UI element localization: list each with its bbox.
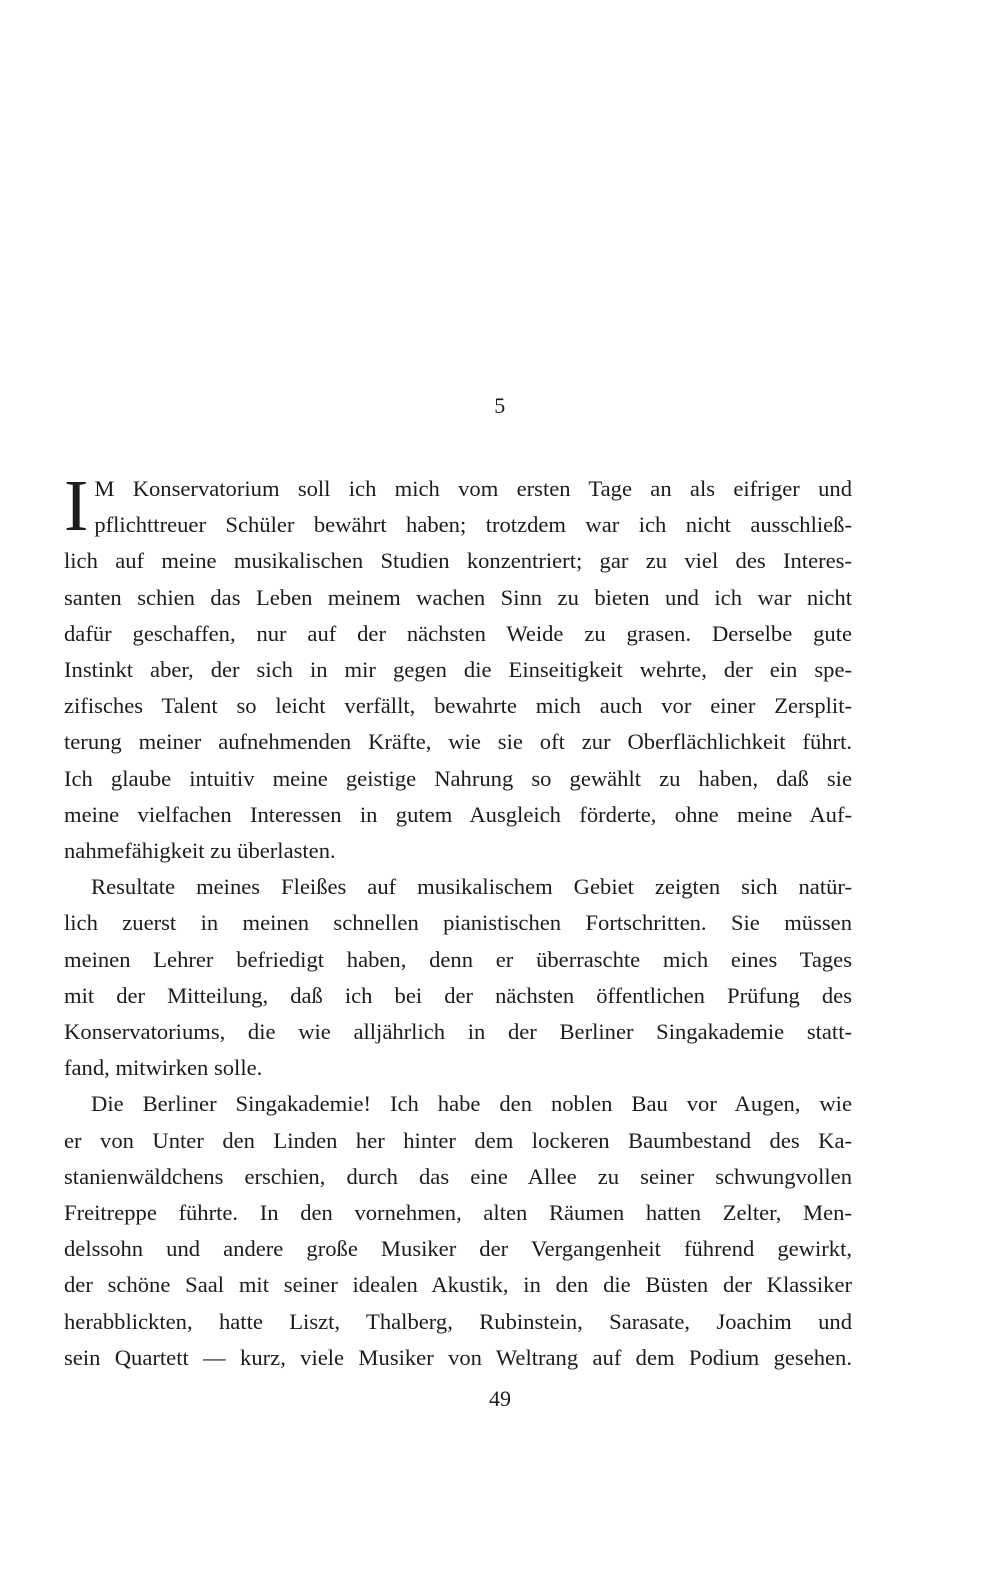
chapter-number: 5 [494,393,506,418]
text-line: Freitreppe führte. In den vornehmen, alten Räumen hatten Zelter, Men- [64,1200,852,1226]
page-number: 49 [489,1386,511,1411]
paragraph-3 [64,1086,852,1376]
text-line: sein Quartett — kurz, viele Musiker von Weltrang auf dem Podium gesehen. [64,1344,852,1370]
text-line: stanienwäldchens erschien, durch das eine Allee zu seiner schwungvollen [64,1163,852,1189]
text-line: pflichttreuer Schüler bewährt haben; trotzdem war ich nicht ausschließ- [94,512,852,538]
text-line: der schöne Saal mit seiner idealen Akustik, in den die Büsten der Klassiker [64,1272,852,1298]
text-line: dafür geschaffen, nur auf der nächsten Weide zu grasen. Derselbe gute [64,620,852,646]
text-line: Ich glaube intuitiv meine geistige Nahrung so gewählt zu haben, daß sie [64,765,852,791]
text-line: meinen Lehrer befriedigt haben, denn er überraschte mich eines Tages [64,946,852,972]
text-line: M Konservatorium soll ich mich vom ersten Tage an als eifriger und [94,476,852,501]
text-line: delssohn und andere große Musiker der Vergangenheit führend gewirkt, [64,1236,852,1262]
text-line: terung meiner aufnehmenden Kräfte, wie sie oft zur Oberflächlichkeit führt. [64,729,852,755]
body-text [64,465,852,1376]
text-line: meine vielfachen Interessen in gutem Ausgleich förderte, ohne meine Auf- [64,801,852,827]
text-line: lich zuerst in meinen schnellen pianistischen Fortschritten. Sie müssen [64,910,852,936]
text-line: santen schien das Leben meinem wachen Sinn zu bieten und ich war nicht [64,584,852,610]
text-line: herabblickten, hatte Liszt, Thalberg, Rubinstein, Sarasate, Joachim und [64,1308,852,1334]
text-line: nahmefähigkeit zu überlasten. [64,838,336,864]
text-line: fand, mitwirken solle. [64,1055,263,1081]
text-line: zifisches Talent so leicht verfällt, bewahrte mich auch vor einer Zersplit- [64,693,852,719]
text-line: lich auf meine musikalischen Studien konzentriert; gar zu viel des Interes- [64,548,852,574]
text-line: Resultate meines Fleißes auf musikalischem Gebiet zeigten sich natür- [91,874,852,900]
text-line: Die Berliner Singakademie! Ich habe den noblen Bau vor Augen, wie [91,1091,852,1117]
text-line: mit der Mitteilung, daß ich bei der nächsten öffentlichen Prüfung des [64,982,852,1008]
paragraph-2 [64,869,852,1086]
drop-cap: I [64,465,89,546]
text-line: Konservatoriums, die wie alljährlich in der Berliner Singakademie statt- [64,1019,852,1045]
text-line: Instinkt aber, der sich in mir gegen die Einseitigkeit wehrte, der ein spe- [64,657,852,683]
text-line: er von Unter den Linden her hinter dem lockeren Baumbestand des Ka- [64,1127,852,1153]
paragraph-1 [64,465,852,869]
